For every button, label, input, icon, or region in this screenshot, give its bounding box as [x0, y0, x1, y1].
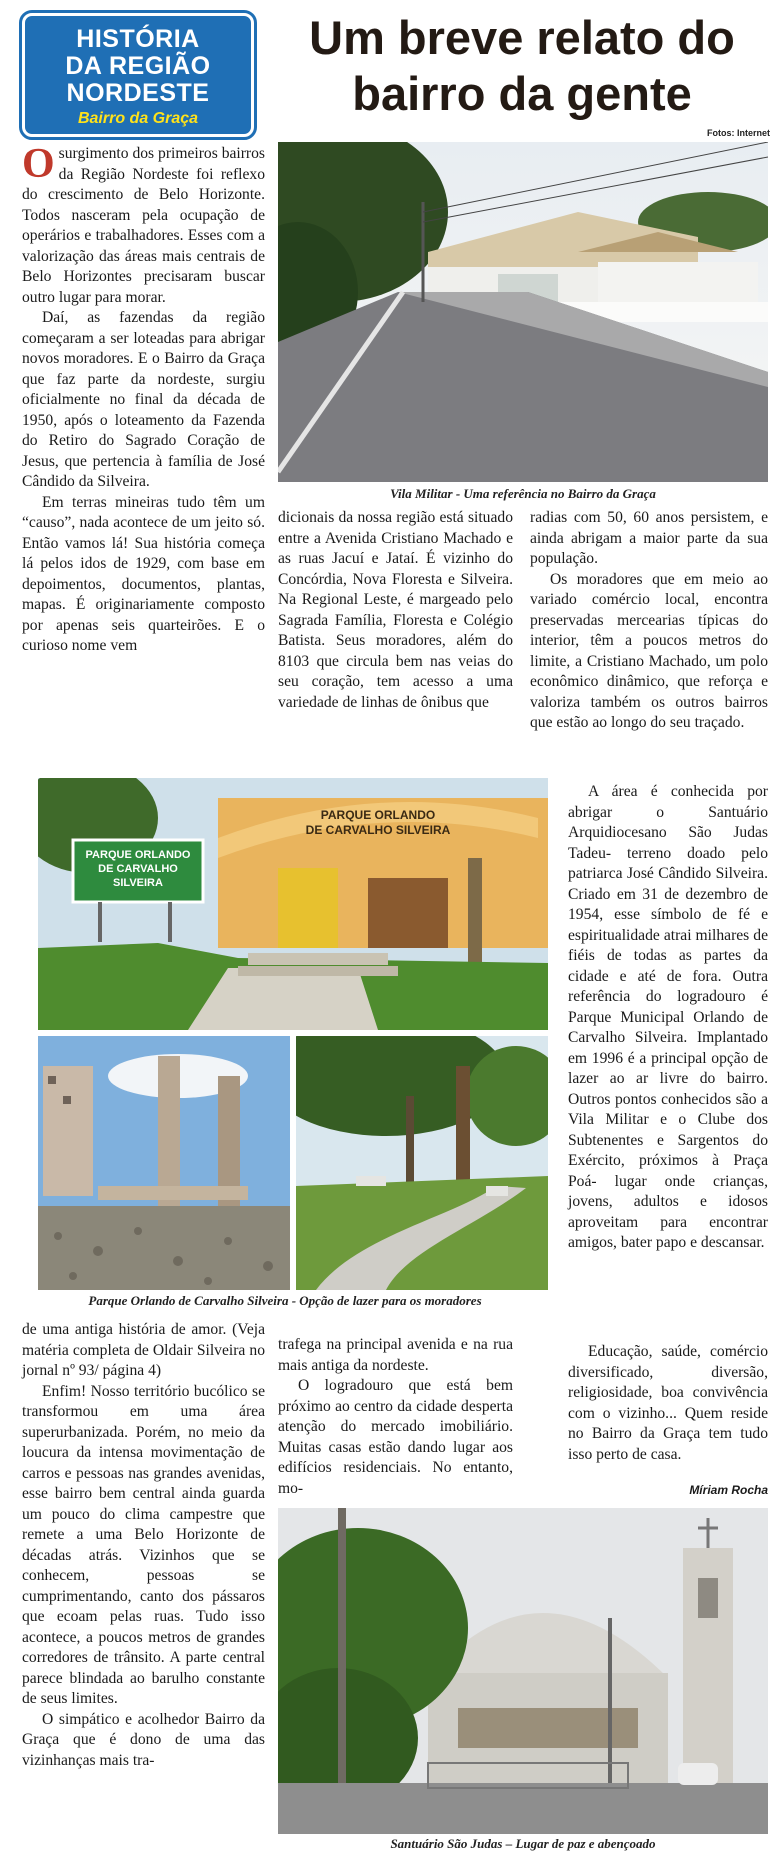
article-paragraph: Os moradores que em meio ao variado comércio local, encontra preservadas mercearias típicas do interior, têm a poucos metros do limite, a Cristiano Machado, um polo econômico dinâmico, que reforça e valoriza também os outros bairros que estão ao longo do seu traçado. [530, 570, 768, 731]
article-column-2-bottom [278, 1335, 513, 1515]
article-paragraph: dicionais da nossa região está situado entre a Avenida Cristiano Machado e as ruas Jacuí e Jataí. É vizinho do Concórdia, Nova Floresta e Silveira. Na Regional Leste, é margeado pelo Sagrada Família, Floresta e Colégio Batista. Seus moradores, além do 8103 que circula bem nas veias do seu coração, tem acesso a uma variedade de linhas de ônibus que [278, 509, 513, 711]
headline-line-2: bairro da gente [352, 67, 692, 120]
santuario-illustration [278, 1508, 768, 1834]
article-column-2-top [278, 508, 513, 764]
article-paragraph: radias com 50, 60 anos persistem, e ainda abrigam a maior parte da sua população. [530, 509, 768, 567]
drop-cap: O [22, 141, 55, 187]
park-sign-text: PARQUE ORLANDO DE CARVALHO SILVEIRA [85, 849, 191, 889]
article-column-3-bottom [568, 1342, 768, 1482]
article-paragraph: trafega na principal avenida e na rua mais antiga da nordeste. [278, 1336, 513, 1374]
article-paragraph [22, 141, 265, 308]
photo-parque-path [296, 1036, 548, 1290]
badge-subtitle: Bairro da Graça [77, 110, 199, 127]
caption-parque: Parque Orlando de Carvalho Silveira - Opção de lazer para os moradores [88, 1293, 482, 1308]
section-badge [22, 13, 254, 137]
arch-line-1: PARQUE ORLANDO [320, 808, 436, 822]
article-paragraph: Enfim! Nosso território bucólico se transformou em uma área superurbanizada. Porém, no meio da loucura da intensa movimentação de carros e pessoas nas grandes avenidas, esse bairro bem central ainda guarda um pouco do clima campestre que remete a uma Belo Horizonte de décadas atrás. Vizinhos que se conhecem, pessoas se cumprimentando, canto dos pássaros que ecoam pelas ruas. Tudo isso acontece, a poucos metros de grandes corredores de trânsito. A parte central parece blindada ao barulho constante de seus limites. [22, 1382, 265, 1707]
headline-line-1: Um breve relato do [309, 11, 735, 64]
caption-santuario: Santuário São Judas – Lugar de paz e abençoado [390, 1836, 656, 1851]
article-column-1-bottom [22, 1320, 265, 1850]
badge-line-3: NORDESTE [66, 79, 210, 107]
street-illustration [278, 142, 768, 482]
photo-parque-main [38, 778, 548, 1030]
article-paragraph: A área é conhecida por abrigar o Santuário Arquidiocesano São Judas Tadeu- terreno doado pelo patriarca José Cândido Silveira. Criado em 31 de dezembro de 1954, esse símbolo de fé e espiritualidade atrai milhares de fiéis de todas as partes da cidade e até de fora. Outra referência do logradouro é Parque Municipal Orlando de Carvalho Silveira. Implantado em 1996 é a principal opção de lazer ao ar livre do bairro. Outros pontos conhecidos são a Vila Militar e o Clube dos Subtenentes e Sargentos do Exército, próximos à Praça Poá- lugar onde crianças, jovens, adultos e idosos aproveitam para encontrar amigos, bater papo e descansar. [568, 783, 768, 1251]
article-column-3-middle [568, 782, 768, 1382]
caption-vila-militar: Vila Militar - Uma referência no Bairro da Graça [390, 486, 656, 501]
article-paragraph: Educação, saúde, comércio diversificado, diversão, religiosidade, boa convivência com o vizinho... Quem reside no Bairro da Graça tem tudo isso perto de casa. [568, 1343, 768, 1463]
arch-line-2: DE CARVALHO SILVEIRA [305, 823, 451, 837]
article-column-3-top [530, 508, 768, 778]
article-paragraph: de uma antiga história de amor. (Veja matéria completa de Oldair Silveira no jornal nº 93/ página 4) [22, 1321, 265, 1379]
photo-parque-playground [38, 1036, 290, 1290]
park-path-illustration [296, 1036, 548, 1290]
article-headline [272, 10, 772, 122]
photo-vila-militar [278, 142, 768, 482]
playground-illustration [38, 1036, 290, 1290]
paragraph-text: surgimento dos primeiros bairros da Região Nordeste foi reflexo do crescimento de Belo Horizonte. Todos nasceram pela ocupação de operários e trabalhadores. Esses com a valorização das áreas mais centrais de Belo Horizontes precisaram buscar outro lugar para morar. [22, 145, 265, 306]
article-paragraph: Daí, as fazendas da região começaram a ser loteadas para abrigar novos moradores. E o Bairro da Graça que faz parte da nordeste, surgiu oficialmente no final da década de 1950, após o loteamento da Fazenda do Retiro do Sagrado Coração de Jesus, que pertencia à família de José Cândido da Silveira. [22, 309, 265, 490]
photo-credit: Fotos: Internet [707, 128, 770, 138]
photo-santuario [278, 1508, 768, 1834]
article-paragraph: Em terras mineiras tudo têm um “causo”, nada acontece de um jeito só. Então vamos lá! Sua história começa lá pelos idos de 1929, com base em depoimentos, documentos, plantas, mapas. É originariamente composto por apenas seis quarteirões. E o curioso nome vem [22, 493, 265, 654]
badge-line-1: HISTÓRIA [76, 25, 200, 53]
badge-line-2: DA REGIÃO [65, 52, 211, 80]
article-paragraph: O simpático e acolhedor Bairro da Graça que é dono de uma das vizinhanças mais tra- [22, 1710, 265, 1769]
article-column-1-top [22, 141, 265, 764]
article-paragraph: O logradouro que está bem próximo ao centro da cidade desperta atenção do mercado imobiliário. Muitas casas estão dando lugar aos edifícios residenciais. No entanto, mo- [278, 1377, 513, 1497]
author-signature: Míriam Rocha [689, 1483, 768, 1497]
park-arch-text [293, 808, 463, 838]
